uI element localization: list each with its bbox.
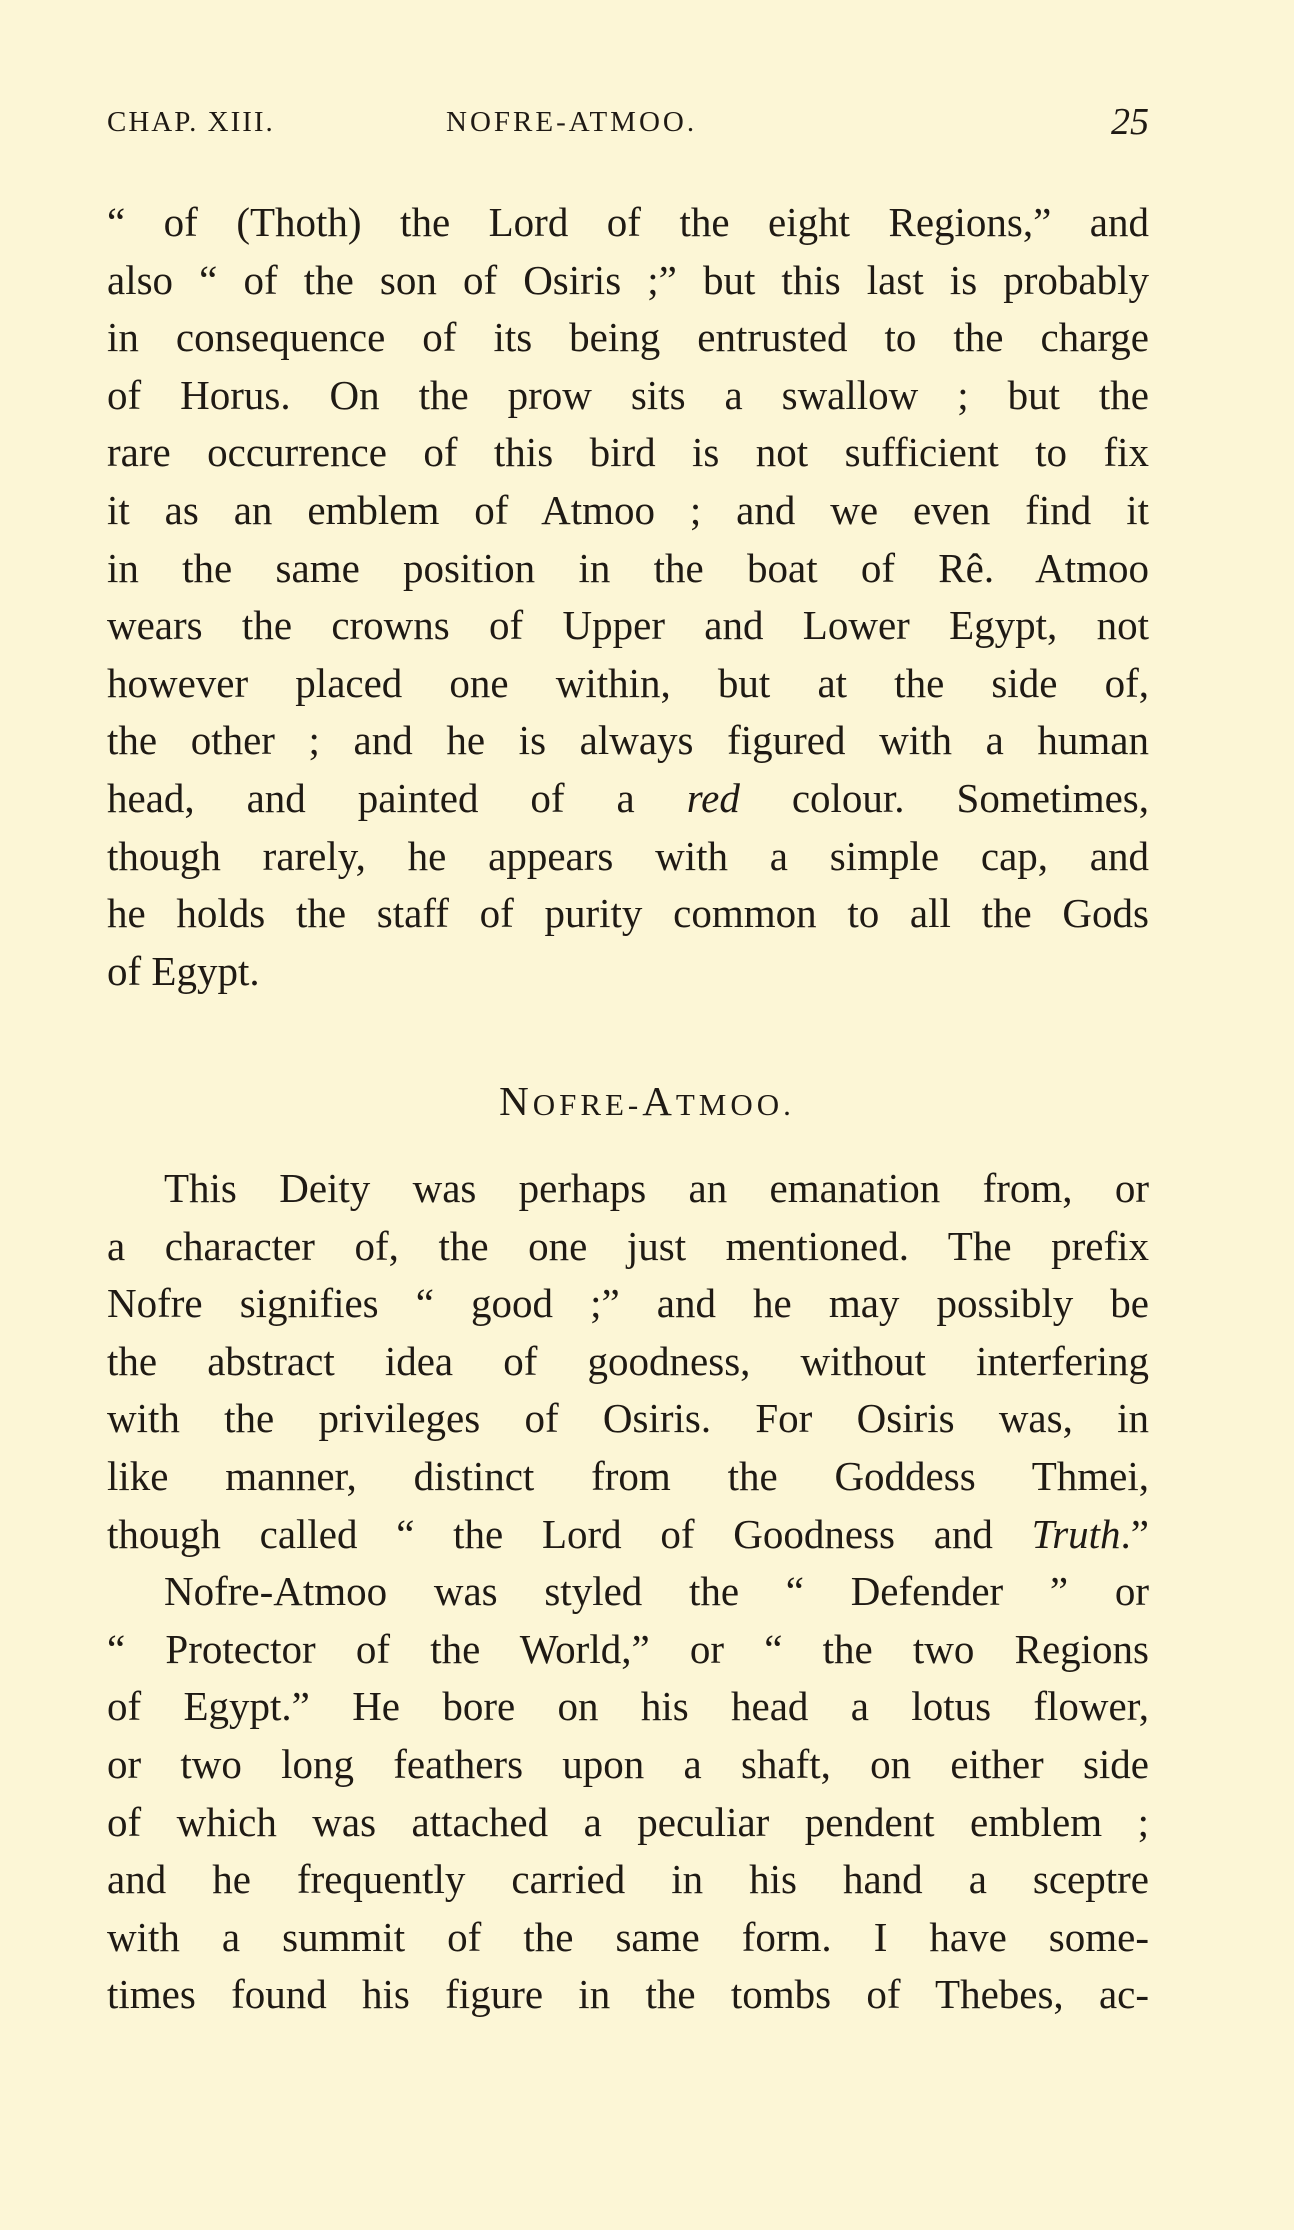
text-line: a character of, the one just mentioned. The prefix: [107, 1222, 1149, 1269]
paragraph-nofre-atmoo: [107, 1160, 1149, 2024]
text-line: like manner, distinct from the Goddess Thmei,: [107, 1452, 1149, 1499]
text-line: he holds the staff of purity common to all the Gods: [107, 890, 1149, 937]
text-line: in the same position in the boat of Rê. Atmoo: [107, 544, 1149, 591]
text-line: or two long feathers upon a shaft, on either side: [107, 1740, 1149, 1787]
text-line: of which was attached a peculiar pendent emblem ;: [107, 1798, 1149, 1845]
text-line: the other ; and he is always figured with a human: [107, 717, 1149, 764]
text-line: with the privileges of Osiris. For Osiris was, in: [107, 1395, 1149, 1442]
text-line: with a summit of the same form. I have some-: [107, 1913, 1149, 1960]
text-line: and he frequently carried in his hand a sceptre: [107, 1856, 1149, 1903]
text-line: [107, 770, 1149, 828]
text-line: “ of (Thoth) the Lord of the eight Regions,” and: [107, 199, 1149, 245]
text-line: “ Protector of the World,” or “ the two Regions: [107, 1625, 1149, 1672]
text-line: wears the crowns of Upper and Lower Egypt, not: [107, 602, 1149, 649]
text-line: in consequence of its being entrusted to the charge: [107, 314, 1149, 361]
text-line: This Deity was perhaps an emanation from, or: [164, 1165, 1149, 1211]
text-line: Nofre-Atmoo was styled the “ Defender ” or: [164, 1568, 1149, 1615]
text-line: rare occurrence of this bird is not sufficient to fix: [107, 429, 1149, 476]
running-header: [107, 100, 1149, 150]
chapter-label: CHAP. XIII.: [107, 106, 275, 138]
text-line: the abstract idea of goodness, without interfering: [107, 1337, 1149, 1384]
text-segment: .”: [1120, 1510, 1149, 1557]
text-segment: though called “ the Lord of Goodness and: [107, 1510, 993, 1557]
text-line: [107, 1506, 1149, 1564]
text-line: though rarely, he appears with a simple cap, and: [107, 832, 1149, 879]
text-line: however placed one within, but at the side of,: [107, 659, 1149, 706]
text-line: Nofre signifies “ good ;” and he may possibly be: [107, 1280, 1149, 1327]
heading-smallcaps: TMOO.: [675, 1087, 795, 1122]
italic-word: Truth: [1031, 1510, 1121, 1557]
heading-cap: A: [642, 1078, 676, 1124]
heading-smallcaps: OFRE-: [532, 1087, 643, 1122]
section-heading: [0, 1071, 1294, 1135]
italic-word: red: [686, 774, 740, 821]
running-title: NOFRE-ATMOO.: [446, 106, 698, 138]
text-line: of Egypt.” He bore on his head a lotus flower,: [107, 1683, 1149, 1730]
text-line: of Egypt.: [107, 947, 260, 994]
page-number: 25: [1111, 101, 1149, 143]
text-line: of Horus. On the prow sits a swallow ; but the: [107, 371, 1149, 418]
text-line: also “ of the son of Osiris ;” but this last is probably: [107, 256, 1149, 303]
text-line: times found his figure in the tombs of Thebes, ac-: [107, 1971, 1149, 2018]
paragraph-atmoo-continued: [107, 194, 1149, 1000]
text-segment: colour. Sometimes,: [791, 774, 1149, 821]
heading-cap: N: [499, 1078, 533, 1124]
text-line: it as an emblem of Atmoo ; and we even find it: [107, 486, 1149, 533]
text-segment: head, and painted of a: [107, 774, 635, 821]
